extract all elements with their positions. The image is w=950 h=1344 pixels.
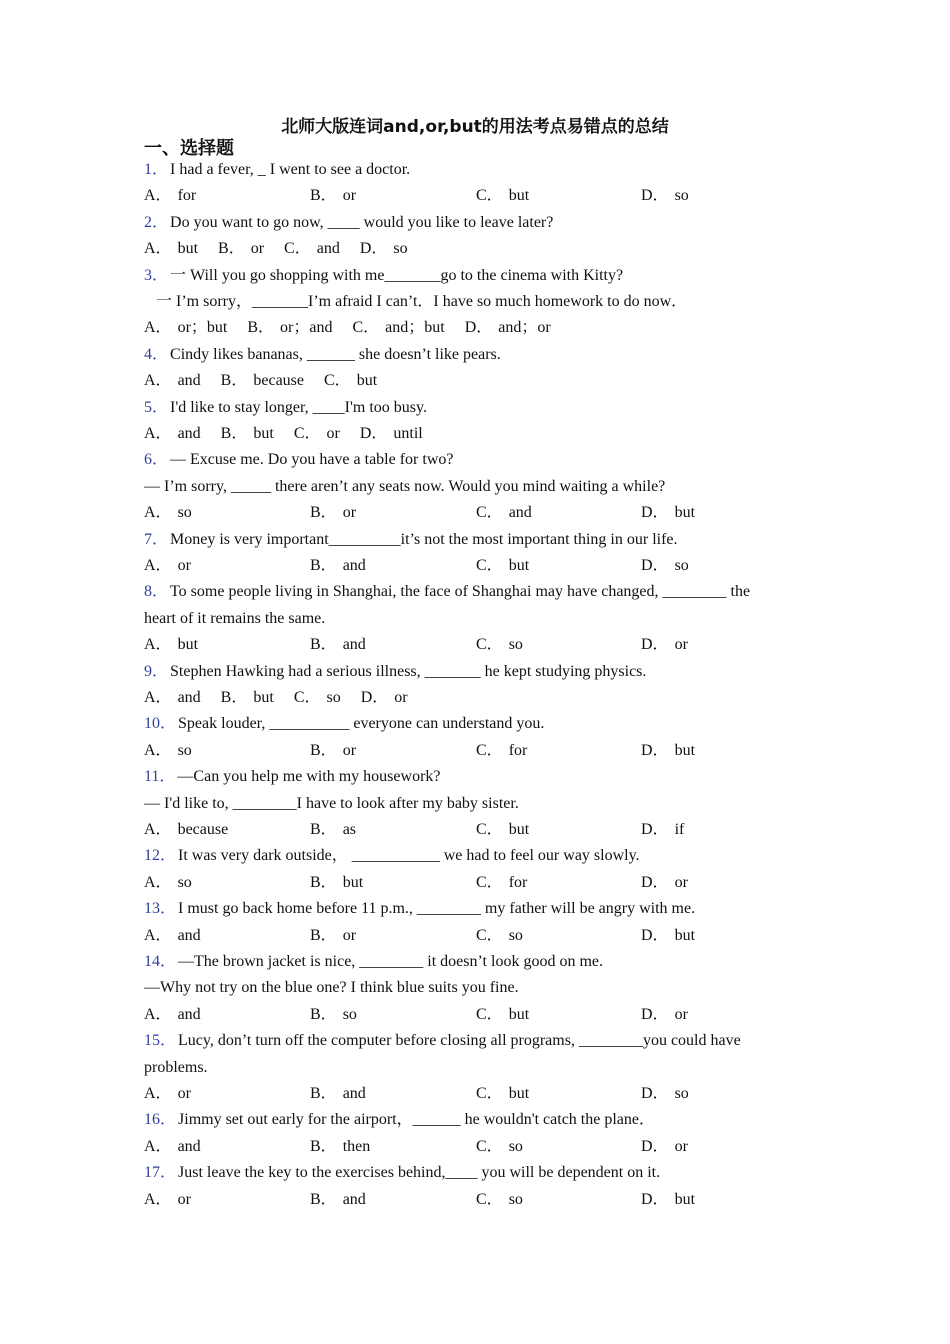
option-a: A． and (144, 372, 201, 390)
option-a: A． and (144, 926, 201, 944)
option-b: B． or (310, 504, 357, 522)
option-b: B． or；and (247, 319, 333, 337)
question-stem: —Can you help me with my housework? (177, 768, 441, 786)
option-d: D． but (641, 504, 696, 522)
question-number: 5． (144, 398, 169, 416)
option-c: C． so (476, 1137, 523, 1155)
question-stem: Cindy likes bananas, ______ she doesn’t like pears. (170, 345, 501, 363)
option-a: A． and (144, 425, 201, 442)
option-d: D． so (359, 240, 408, 258)
option-row (144, 553, 784, 579)
option-c: C． for (476, 741, 528, 759)
option-row (144, 923, 784, 949)
question-subline: 一 I’m sorry，_______I’m afraid I can’t．I have so much homework to do now． (156, 293, 688, 310)
question-14 (144, 949, 784, 1028)
question-2 (144, 210, 784, 263)
question-4 (144, 342, 784, 395)
option-b: B． but (220, 425, 274, 442)
option-a: A． or (144, 1190, 191, 1208)
question-number: 2． (144, 213, 169, 231)
option-b: B． or (218, 240, 265, 258)
question-10 (144, 711, 784, 764)
option-row (144, 632, 784, 658)
question-11 (144, 764, 784, 843)
question-number: 9． (144, 662, 169, 680)
section-heading: 一、选择题 (144, 138, 234, 159)
option-d: D． so (641, 557, 689, 574)
option-row (144, 1187, 784, 1213)
question-number: 15． (144, 1032, 177, 1050)
question-number: 3． (144, 266, 169, 284)
option-d: D． or (641, 873, 688, 891)
option-a: A． or (144, 1085, 191, 1102)
option-c: C． but (324, 372, 378, 390)
question-stem: Stephen Hawking had a serious illness, _______ he kept studying physics. (170, 662, 647, 680)
option-c: C． but (476, 187, 530, 205)
option-row (144, 685, 784, 711)
question-7 (144, 527, 784, 580)
question-17 (144, 1160, 784, 1213)
option-c: C． and (284, 240, 340, 258)
option-row (144, 500, 784, 526)
question-number: 6． (144, 451, 169, 469)
option-b: B． then (310, 1137, 371, 1155)
question-1 (144, 157, 784, 210)
option-d: D． or (641, 1005, 688, 1023)
question-subline: —Why not try on the blue one? I think blue suits you fine. (144, 979, 519, 997)
option-a: A． so (144, 504, 192, 522)
question-number: 14． (144, 952, 177, 970)
option-row (144, 1134, 784, 1160)
option-b: B． or (310, 741, 357, 759)
option-d: D． or (641, 1137, 688, 1155)
option-c: C． so (476, 926, 523, 944)
question-15 (144, 1028, 784, 1107)
option-c: C． for (476, 873, 528, 891)
question-stem: —The brown jacket is nice, ________ it doesn’t look good on me. (178, 952, 603, 970)
option-d: D． but (641, 1190, 696, 1208)
question-stem: Lucy, don’t turn off the computer before closing all programs, ________you could have problems. (144, 1032, 741, 1076)
option-b: B． so (310, 1005, 357, 1023)
option-row (144, 1002, 784, 1028)
question-number: 4． (144, 345, 169, 363)
question-subline: — I'd like to, ________I have to look after my baby sister. (144, 794, 519, 812)
option-row (144, 315, 784, 341)
option-a: A． but (144, 240, 199, 258)
option-a: A． but (144, 636, 199, 654)
question-number: 10． (144, 715, 177, 733)
option-d: D． or (360, 689, 408, 706)
option-row (144, 421, 784, 447)
option-a: A． so (144, 741, 192, 759)
option-b: B． and (310, 1085, 366, 1102)
question-5 (144, 395, 784, 448)
question-number: 7． (144, 530, 169, 548)
question-subline: — I’m sorry, _____ there aren’t any seats now. Would you mind waiting a while? (144, 477, 666, 495)
question-number: 1． (144, 161, 169, 178)
option-row (144, 738, 784, 764)
question-number: 17． (144, 1164, 177, 1182)
question-stem: To some people living in Shanghai, the face of Shanghai may have changed, ________ the heart of it remains the same. (144, 583, 751, 627)
option-b: B． because (220, 372, 304, 390)
option-d: D． so (641, 1085, 689, 1102)
question-stem: Speak louder, __________ everyone can understand you. (178, 715, 545, 733)
option-b: B． as (310, 821, 357, 838)
question-number: 12． (144, 847, 177, 865)
option-row (144, 368, 784, 394)
question-stem: — Excuse me. Do you have a table for two? (170, 451, 454, 469)
option-a: A． or (144, 557, 191, 574)
option-c: C． so (476, 1190, 523, 1208)
option-c: C． and (476, 504, 532, 522)
option-row (144, 236, 784, 262)
option-row (144, 870, 784, 896)
question-6 (144, 447, 784, 526)
option-c: C． so (293, 689, 341, 706)
option-b: B． but (220, 689, 274, 706)
question-stem: 一 Will you go shopping with me_______go to the cinema with Kitty? (170, 266, 624, 284)
option-c: C． and；but (352, 319, 445, 337)
question-stem: It was very dark outside， ___________ we had to feel our way slowly. (178, 847, 640, 865)
option-d: D． but (641, 741, 696, 759)
option-a: A． or；but (144, 319, 228, 337)
option-d: D． if (641, 821, 685, 838)
question-number: 11． (144, 768, 176, 786)
option-b: B． or (310, 926, 357, 944)
question-number: 16． (144, 1111, 177, 1129)
option-b: B． or (310, 187, 357, 205)
option-d: D． and；or (464, 319, 551, 337)
question-list (144, 157, 784, 1213)
question-stem: I'd like to stay longer, ____I'm too busy. (170, 398, 427, 416)
option-c: C． or (293, 425, 340, 442)
option-a: A． because (144, 821, 229, 838)
question-stem: I must go back home before 11 p.m., ________ my father will be angry with me. (178, 900, 696, 918)
question-16 (144, 1107, 784, 1160)
option-row (144, 183, 784, 209)
option-b: B． but (310, 873, 364, 891)
question-12 (144, 843, 784, 896)
option-c: C． but (476, 1085, 530, 1102)
question-3 (144, 263, 784, 342)
document-title: 北师大版连词and,or,but的用法考点易错点的总结 (281, 117, 669, 137)
question-stem: Jimmy set out early for the airport，______ he wouldn't catch the plane． (178, 1111, 656, 1129)
option-d: D． until (359, 425, 423, 442)
option-a: A． and (144, 1005, 201, 1023)
question-stem: I had a fever, _ I went to see a doctor. (170, 161, 411, 178)
option-c: C． but (476, 821, 530, 838)
option-d: D． but (641, 926, 696, 944)
question-stem: Money is very important_________it’s not the most important thing in our life. (170, 530, 678, 548)
question-9 (144, 659, 784, 712)
question-8 (144, 579, 784, 658)
question-number: 13． (144, 900, 177, 918)
option-a: A． and (144, 689, 201, 706)
question-stem: Do you want to go now, ____ would you like to leave later? (170, 213, 554, 231)
option-b: B． and (310, 557, 366, 574)
question-number: 8． (144, 583, 169, 601)
option-c: C． but (476, 557, 530, 574)
option-b: B． and (310, 636, 366, 654)
option-row (144, 817, 784, 843)
option-a: A． for (144, 187, 197, 205)
option-b: B． and (310, 1190, 366, 1208)
option-c: C． but (476, 1005, 530, 1023)
question-stem: Just leave the key to the exercises behind,____ you will be dependent on it. (178, 1164, 661, 1182)
option-row (144, 1081, 784, 1107)
option-a: A． so (144, 873, 192, 891)
question-13 (144, 896, 784, 949)
option-a: A． and (144, 1137, 201, 1155)
option-c: C． so (476, 636, 523, 654)
option-d: D． or (641, 636, 688, 654)
option-d: D． so (641, 187, 689, 205)
